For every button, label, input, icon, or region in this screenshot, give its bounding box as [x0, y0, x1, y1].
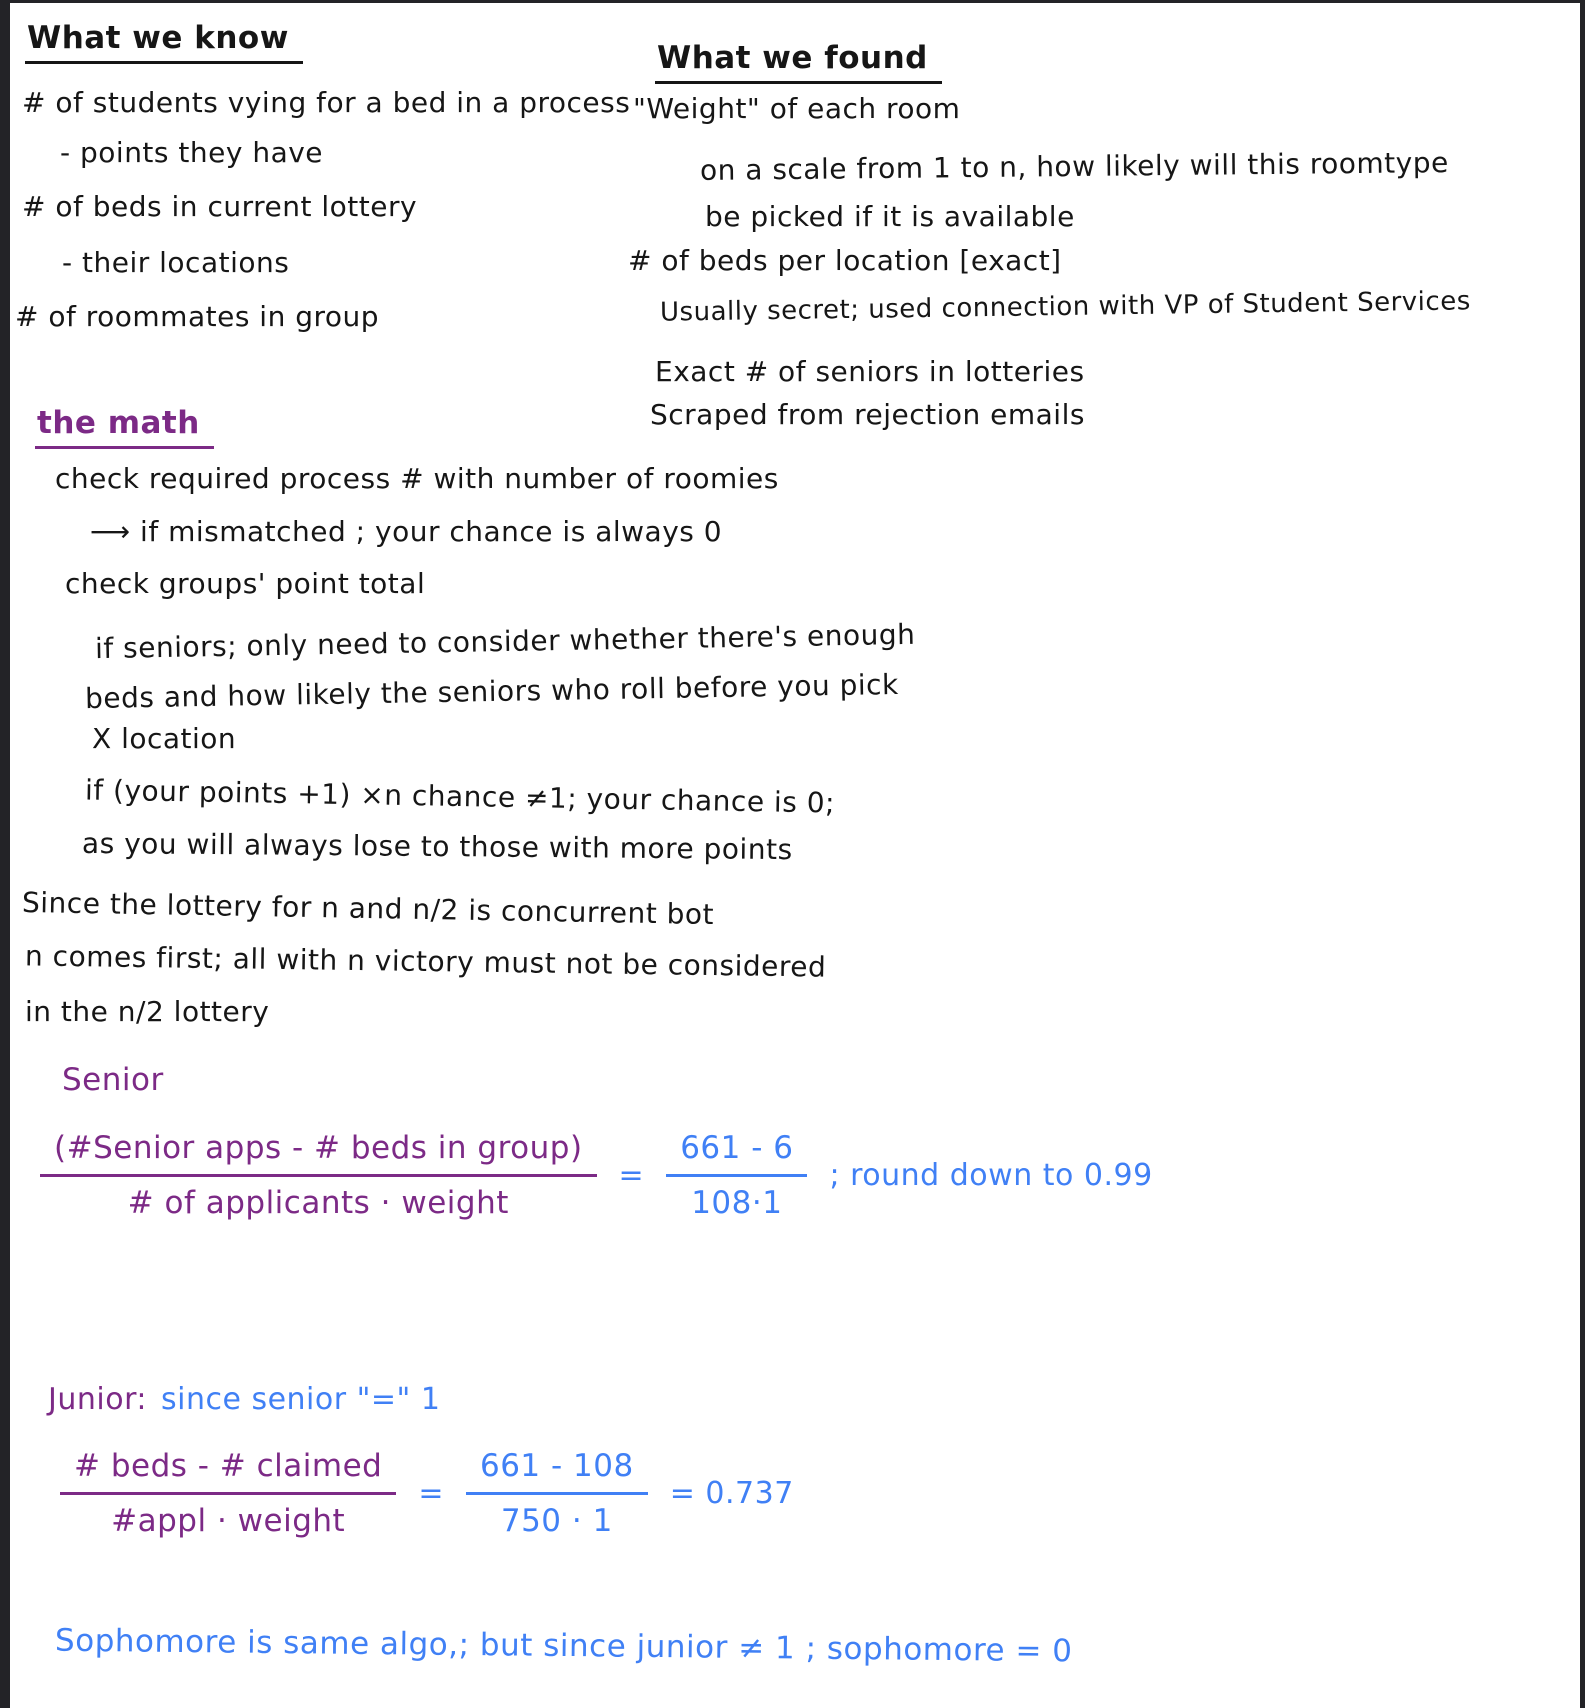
junior-result: = 0.737: [669, 1476, 794, 1511]
found-line-picked: be picked if it is available: [705, 200, 1075, 233]
sophomore-line: Sophomore is same algo,; but since junior ≠ 1 ; sophomore = 0: [54, 1622, 1073, 1670]
senior-equals-sign: =: [618, 1158, 645, 1193]
know-line-beds: # of beds in current lottery: [22, 190, 418, 223]
junior-value-numerator: 661 - 108: [466, 1448, 648, 1495]
senior-formula: [40, 1130, 1153, 1221]
math-line-n2-lottery: in the n/2 lottery: [25, 995, 270, 1028]
senior-fraction-values: [666, 1130, 807, 1221]
know-line-roommates: # of roommates in group: [15, 300, 380, 333]
senior-round-note: ; round down to 0.99: [829, 1158, 1153, 1193]
heading-what-we-found: What we found: [655, 40, 942, 84]
heading-the-math: the math: [35, 405, 214, 449]
junior-value-denominator: 750 · 1: [500, 1503, 613, 1539]
math-line-check-process: check required process # with number of roomies: [55, 462, 779, 495]
know-line-locations: - their locations: [62, 246, 290, 279]
math-line-lottery-concurrent: Since the lottery for n and n/2 is concurrent bot: [21, 885, 715, 932]
senior-fraction-symbolic: [40, 1130, 597, 1221]
math-line-check-groups: check groups' point total: [65, 567, 426, 600]
junior-intro-text: since senior "=" 1: [160, 1382, 441, 1417]
math-line-if-seniors: if seniors; only need to consider whether there's enough: [94, 617, 916, 666]
found-line-secret: Usually secret; used connection with VP of Student Services: [659, 286, 1471, 328]
junior-fraction-values: [466, 1448, 648, 1539]
math-line-points-formula: if (your points +1) ×n chance ≠1; your chance is 0;: [84, 773, 836, 820]
know-line-students: # of students vying for a bed in a process: [22, 86, 631, 119]
found-line-seniors: Exact # of seniors in lotteries: [655, 355, 1085, 388]
page-border-top: [0, 0, 1585, 3]
junior-equals-sign: =: [418, 1476, 444, 1511]
junior-numerator: # beds - # claimed: [60, 1448, 396, 1495]
found-line-beds-per-location: # of beds per location [exact]: [628, 244, 1062, 277]
math-line-n-first: n comes first; all with n victory must not be considered: [24, 939, 827, 984]
math-line-mismatched: ⟶ if mismatched ; your chance is always 0: [90, 515, 723, 548]
page-border-left: [0, 0, 10, 1708]
math-line-x-location: X location: [92, 722, 237, 755]
found-line-scale: on a scale from 1 to n, how likely will this roomtype: [699, 146, 1449, 187]
page-border-right: [1580, 0, 1585, 1708]
junior-intro-line: [48, 1382, 440, 1417]
senior-numerator: (#Senior apps - # beds in group): [40, 1130, 597, 1177]
label-senior: Senior: [62, 1062, 164, 1098]
senior-value-denominator: 108·1: [691, 1185, 783, 1221]
junior-formula: [60, 1448, 794, 1539]
math-line-always-lose: as you will always lose to those with more points: [81, 826, 793, 867]
label-junior: Junior:: [48, 1382, 147, 1417]
senior-value-numerator: 661 - 6: [666, 1130, 807, 1177]
found-line-weight: "Weight" of each room: [633, 92, 961, 125]
junior-denominator: #appl · weight: [111, 1503, 346, 1539]
found-line-scraped: Scraped from rejection emails: [650, 398, 1085, 431]
math-line-beds-likely: beds and how likely the seniors who roll before you pick: [84, 667, 900, 716]
know-line-points: - points they have: [60, 136, 324, 169]
junior-fraction-symbolic: [60, 1448, 396, 1539]
senior-denominator: # of applicants · weight: [127, 1185, 509, 1221]
heading-what-we-know: What we know: [25, 20, 303, 64]
